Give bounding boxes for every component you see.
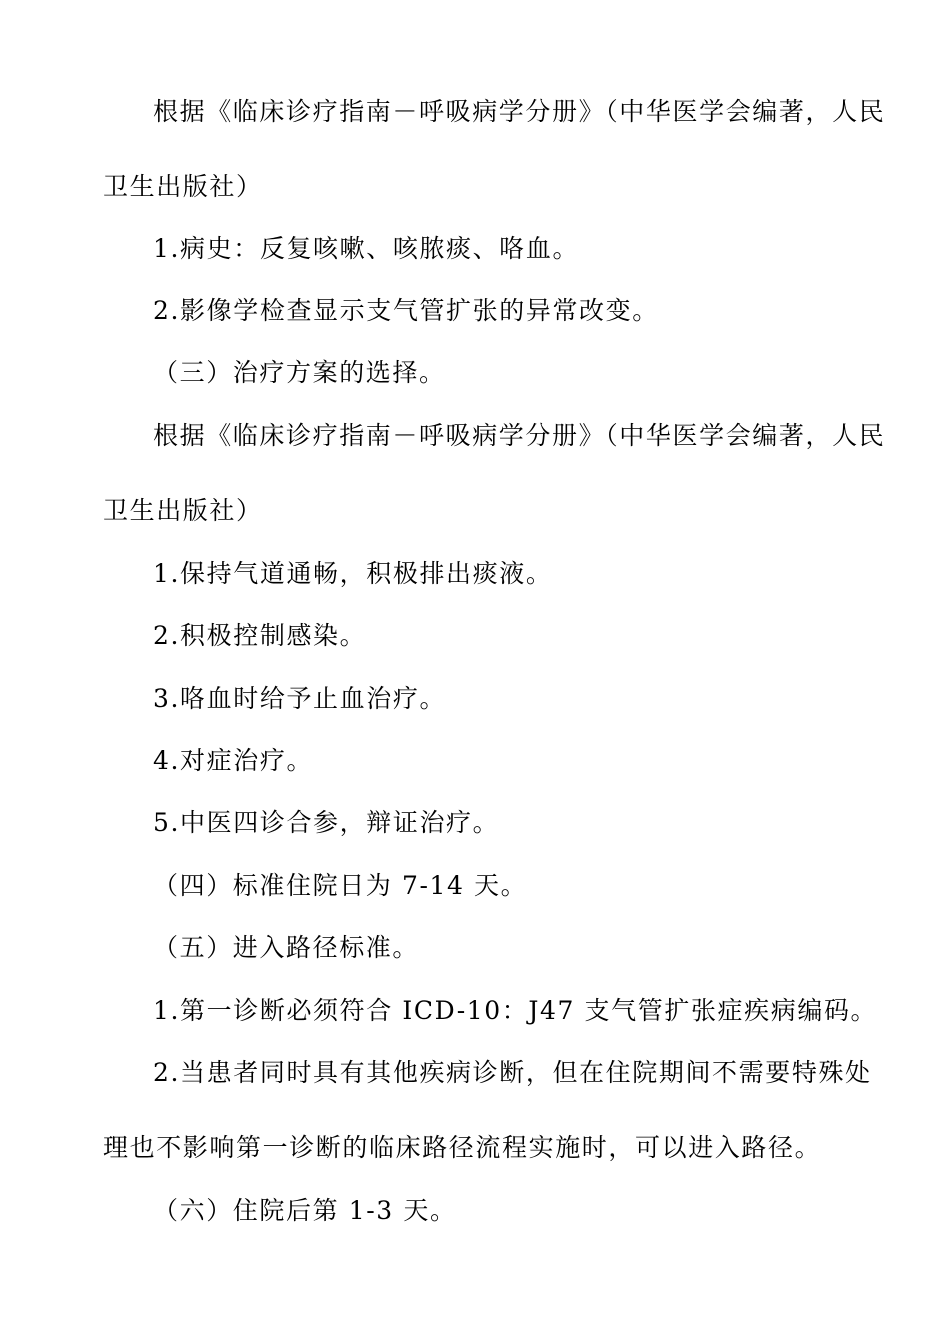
section-heading-days: （六）住院后第 1-3 天。	[153, 1196, 457, 1225]
section-heading-stay: （四）标准住院日为 7-14 天。	[153, 871, 528, 900]
paragraph-reference-line-2b: 卫生出版社）	[103, 496, 263, 525]
list-item-diagnosis: 1.第一诊断必须符合 ICD-10：J47 支气管扩张症疾病编码。	[153, 996, 878, 1025]
list-item-comorbidity-line-1: 2.当患者同时具有其他疾病诊断，但在住院期间不需要特殊处	[153, 1058, 872, 1087]
list-item-infection: 2.积极控制感染。	[153, 621, 367, 650]
list-item-imaging: 2.影像学检查显示支气管扩张的异常改变。	[153, 296, 659, 325]
section-heading-treatment: （三）治疗方案的选择。	[153, 358, 446, 387]
list-item-airway: 1.保持气道通畅，积极排出痰液。	[153, 559, 553, 588]
list-item-tcm: 5.中医四诊合参，辩证治疗。	[153, 808, 500, 837]
section-heading-entry: （五）进入路径标准。	[153, 933, 420, 962]
list-item-history: 1.病史：反复咳嗽、咳脓痰、咯血。	[153, 234, 580, 263]
list-item-hemostasis: 3.咯血时给予止血治疗。	[153, 684, 447, 713]
list-item-symptomatic: 4.对症治疗。	[153, 746, 314, 775]
paragraph-reference-line-1b: 根据《临床诊疗指南－呼吸病学分册》（中华医学会编著，人民	[153, 421, 886, 450]
list-item-comorbidity-line-2: 理也不影响第一诊断的临床路径流程实施时，可以进入路径。	[103, 1133, 822, 1162]
paragraph-reference-line-1: 根据《临床诊疗指南－呼吸病学分册》（中华医学会编著，人民	[153, 97, 886, 126]
paragraph-reference-line-2: 卫生出版社）	[103, 172, 263, 201]
